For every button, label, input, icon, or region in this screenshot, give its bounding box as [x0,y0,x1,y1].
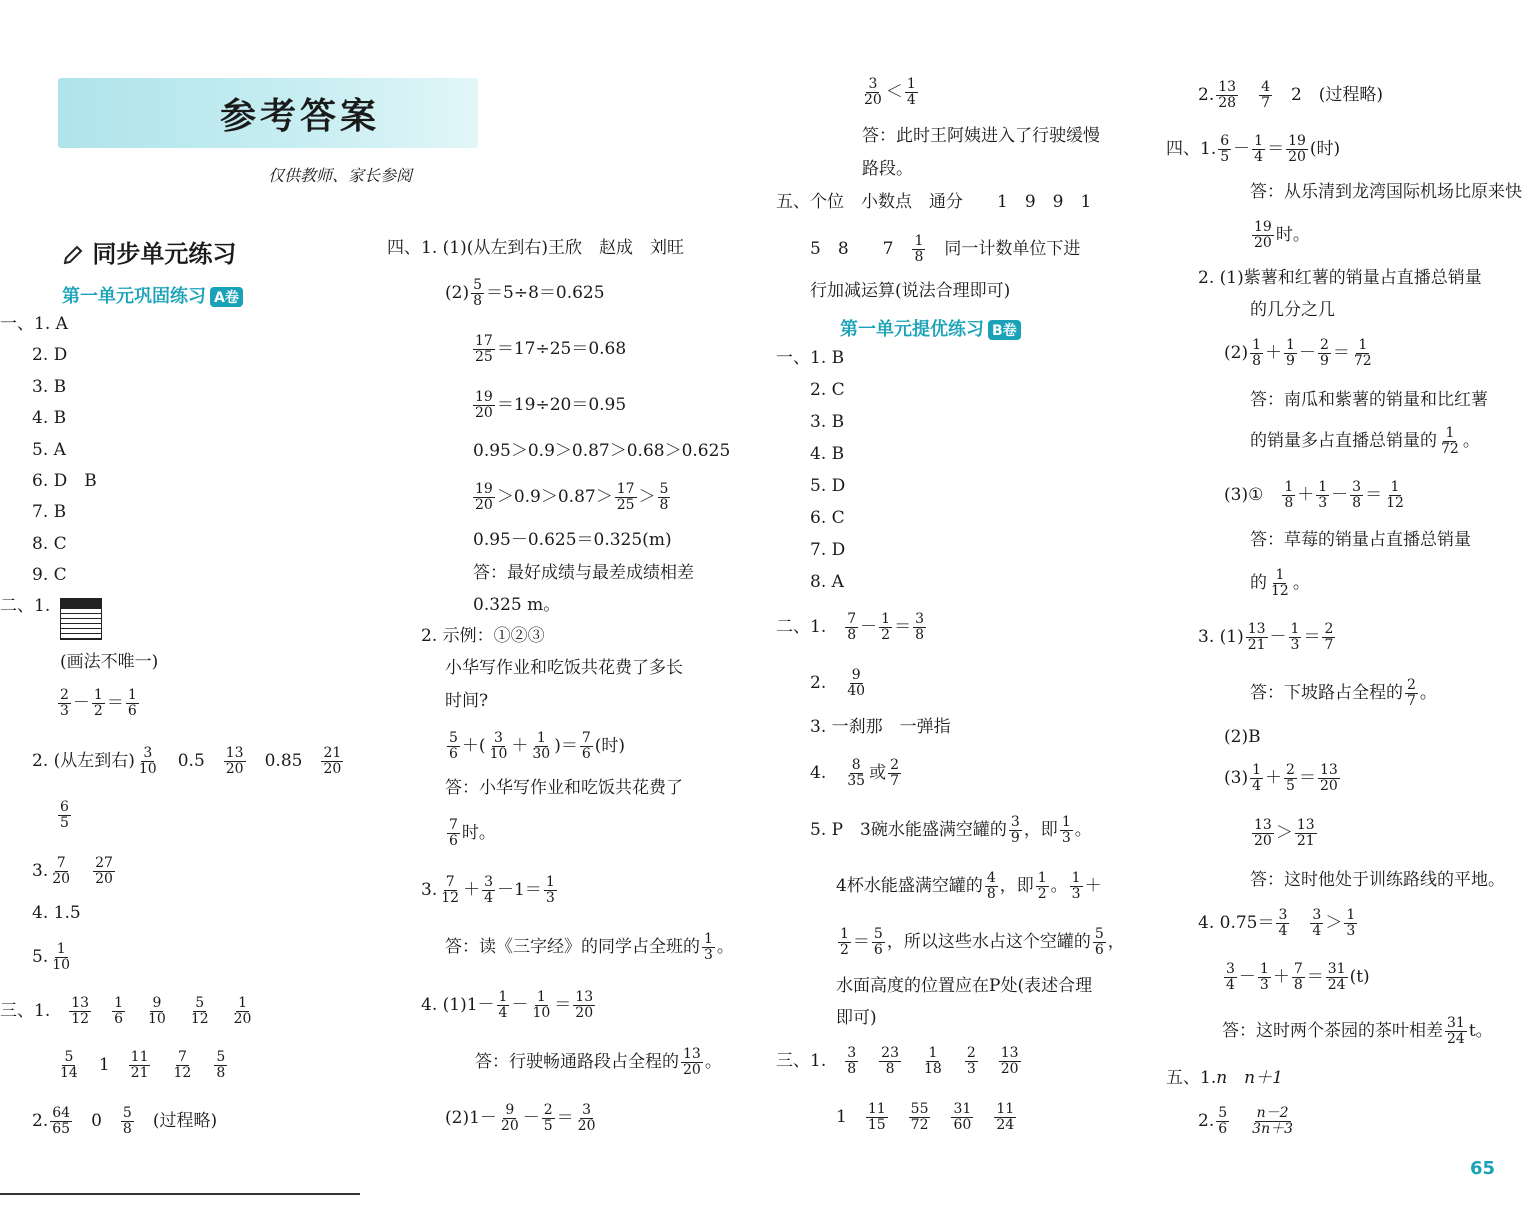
answer-line: 的几分之几 [1250,300,1335,320]
answer-line: 8. C [32,534,67,554]
answer-line: $\frac{19}{20}$ 时。 [1254,219,1310,251]
section-main-label: 同步单元练习 [92,240,237,268]
section-heading-main [62,234,236,269]
column-4 [1160,0,1536,1219]
answer-line: 答：从乐清到龙湾国际机场比原来快 [1250,182,1522,202]
column-2 [375,0,755,1219]
answer-line: 3. B [32,377,67,397]
page-title: 参考答案 [219,96,380,137]
answer-line: 6. C [810,508,845,528]
answer-line: $\frac{5}{14}$ 1 $\frac{11}{21}$ $\frac{7}{12}$ $\frac{5}{8}$ [60,1049,226,1081]
answer-line: (3)① $\frac{1}{8}$ ＋ $\frac{1}{3}$ － $\frac{3}{8}$ ＝ $\frac{1}{12}$ [1224,479,1404,511]
answer-line: 2. C [810,380,845,400]
answer-line: 行加减运算(说法合理即可) [810,281,1011,301]
answer-line: 3. B [810,412,845,432]
answer-line: 6. D B [32,471,97,491]
page-subtitle: 仅供教师、家长参阅 [267,166,412,185]
answer-line: (3) $\frac{1}{4}$ ＋ $\frac{2}{5}$ ＝ $\frac{13}{20}$ [1224,762,1338,794]
answer-line: 三、1. $\frac{13}{12}$ $\frac{1}{6}$ $\frac{9}{10}$ $\frac{5}{12}$ $\frac{1}{20}$ [0,995,252,1027]
answer-line: $\frac{1}{2}$ ＝ $\frac{5}{6}$ ，所以这些水占这个空罐的 $\frac{5}{6}$ ， [840,926,1125,958]
answer-line: 2. $\frac{64}{65}$ 0 $\frac{5}{8}$ (过程略) [32,1105,218,1137]
pen-icon [62,244,84,266]
answer-line: 答：下坡路占全程的 $\frac{2}{7}$ 。 [1250,677,1437,709]
answer-line: 5. A [32,440,66,460]
section-1a-label: 第一单元巩固练习 [62,286,206,307]
answer-line: 小华写作业和吃饭共花费了多长 [445,658,683,678]
answer-line: $\frac{13}{20}$ ＞ $\frac{13}{21}$ [1254,817,1315,849]
answer-line: 四、1. (1)(从左到右)王欣 赵成 刘旺 [387,238,684,258]
answer-line: 的销量多占直播总销量的 $\frac{1}{72}$ 。 [1250,425,1480,457]
answer-line: $\frac{5}{6}$ ＋( $\frac{3}{10}$ ＋ $\frac{1}{30}$ )＝ $\frac{7}{6}$ (时) [449,730,626,762]
answer-line: 即可) [836,1008,877,1028]
answer-line: 答：这时他处于训练路线的平地。 [1250,870,1505,890]
answer-line: 3. (1) $\frac{13}{21}$ － $\frac{1}{3}$ ＝ $\frac{2}{7}$ [1198,621,1334,653]
answer-line: $\frac{2}{3}$ － $\frac{1}{2}$ ＝ $\frac{1}{6}$ [60,687,137,719]
answer-line: 五、个位 小数点 通分 1 9 9 1 [776,192,1092,212]
answer-line: 5. $\frac{1}{10}$ [32,941,71,973]
answer-line: 三、1. $\frac{3}{8}$ $\frac{23}{8}$ $\frac{1}{18}$ $\frac{2}{3}$ $\frac{13}{20}$ [776,1045,1019,1077]
section-1b-label: 第一单元提优练习 [840,319,984,340]
answer-line: 水面高度的位置应在P处(表述合理 [836,976,1093,996]
answer-line: 0.325 m。 [473,595,561,615]
answer-line: 4杯水能盛满空罐的 $\frac{4}{8}$ ，即 $\frac{1}{2}$ 。 $\frac{1}{3}$ ＋ [836,870,1102,902]
answer-line: 2. $\frac{9}{40}$ [810,667,866,699]
answer-line: 二、1. $\frac{7}{8}$ － $\frac{1}{2}$ ＝ $\frac{3}{8}$ [776,611,924,643]
answer-line: 7. B [32,502,67,522]
answer-line: 2. 示例：①②③ [421,626,545,646]
answer-line: 答：草莓的销量占直播总销量 [1250,530,1471,550]
answer-line: 1 $\frac{11}{15}$ $\frac{55}{72}$ $\frac{31}{60}$ $\frac{11}{24}$ [836,1101,1015,1133]
shaded-bar-diagram [60,598,102,640]
answer-line: 2. $\frac{13}{28}$ $\frac{4}{7}$ 2 (过程略) [1198,79,1384,111]
answer-line: 0.95＞0.9＞0.87＞0.68＞0.625 [473,441,731,461]
answer-line: 2. (1)紫薯和红薯的销量占直播总销量 [1198,268,1482,288]
section-heading-1a [62,282,243,308]
answer-line: 2. (从左到右) $\frac{3}{10}$ 0.5 $\frac{13}{20}$ 0.85 $\frac{21}{20}$ [32,745,342,777]
answer-line: 五、1.n n＋1 [1166,1068,1283,1088]
answer-line: 5 8 7 $\frac{1}{8}$ 同一计数单位下进 [810,233,1081,265]
answer-line: 2. D [32,345,68,365]
answer-line: 0.95－0.625＝0.325(m) [473,530,672,550]
answer-line: 时间? [445,691,489,711]
answer-line: 2. $\frac{5}{6}$ $\frac{n-2}{3n+3}$ [1198,1105,1293,1137]
section-heading-1b [840,315,1021,341]
answer-line: $\frac{17}{25}$ ＝17÷25＝0.68 [475,333,627,365]
answer-line: 答：最好成绩与最差成绩相差 [473,563,694,583]
answer-line: 5. P 3碗水能盛满空罐的 $\frac{3}{9}$ ，即 $\frac{1}{3}$ 。 [810,814,1092,846]
answer-line: $\frac{19}{20}$ ＝19÷20＝0.95 [475,389,627,421]
column-1 [0,0,370,1219]
answer-line: 4. $\frac{8}{35}$ 或 $\frac{2}{7}$ [810,757,899,789]
answer-line: 4. 1.5 [32,903,81,923]
answer-line: (画法不唯一) [60,652,159,672]
answer-line: 4. B [810,444,845,464]
answer-line: 3. 一刹那 一弹指 [810,717,951,737]
page-number: 65 [1470,1158,1496,1179]
answer-line: 7. D [810,540,846,560]
column-3 [770,0,1145,1219]
answer-line: 一、1. B [776,348,845,368]
answer-line: $\frac{3}{20}$ ＜ $\frac{1}{4}$ [864,76,916,108]
answer-line: 路段。 [862,159,913,179]
answer-line: 答：行驶畅通路段占全程的 $\frac{13}{20}$ 。 [475,1046,722,1078]
answer-line: 答：读《三字经》的同学占全班的 $\frac{1}{3}$ 。 [445,931,734,963]
answer-line: 4. 0.75＝ $\frac{3}{4}$ $\frac{3}{4}$ ＞ $\frac{1}{3}$ [1198,907,1356,939]
answer-line: 的 $\frac{1}{12}$ 。 [1250,567,1310,599]
answer-line: $\frac{3}{4}$ － $\frac{1}{3}$ ＋ $\frac{7}{8}$ ＝ $\frac{31}{24}$ (t) [1226,961,1370,993]
answer-line: 4. B [32,408,67,428]
answer-line: $\frac{19}{20}$ ＞0.9＞0.87＞ $\frac{17}{25}$ ＞ $\frac{5}{8}$ [475,481,669,513]
answer-line: 3. $\frac{7}{12}$ ＋ $\frac{3}{4}$ －1＝ $\frac{1}{3}$ [421,874,555,906]
answer-line: $\frac{7}{6}$ 时。 [449,817,496,849]
answer-line: (2)B [1224,727,1261,747]
footer-rule [0,1193,360,1195]
answer-line: 答：这时两个茶园的茶叶相差 $\frac{31}{24}$ t。 [1222,1015,1493,1047]
answer-line: 4. (1)1－ $\frac{1}{4}$ － $\frac{1}{10}$ ＝ $\frac{13}{20}$ [421,989,594,1021]
answer-line: 答：小华写作业和吃饭共花费了 [445,778,683,798]
answer-line: 5. D [810,476,846,496]
answer-line: (2) $\frac{1}{8}$ ＋ $\frac{1}{9}$ － $\frac{2}{9}$ ＝ $\frac{1}{72}$ [1224,337,1372,369]
answer-line: 9. C [32,565,67,585]
answer-line: 8. A [810,572,844,592]
answer-line: 四、1. $\frac{6}{5}$ － $\frac{1}{4}$ ＝ $\frac{19}{20}$ (时) [1166,133,1341,165]
answer-line: 一、1. A [0,314,68,334]
answer-line: 二、1. [0,596,51,616]
answer-line: (2)1－ $\frac{9}{20}$ － $\frac{2}{5}$ ＝ $\frac{3}{20}$ [445,1102,596,1134]
answer-line: 答：此时王阿姨进入了行驶缓慢 [862,126,1100,146]
answer-line: 3. $\frac{7}{20}$ $\frac{27}{20}$ [32,855,113,887]
answer-line: (2) $\frac{5}{8}$ ＝5÷8＝0.625 [445,277,605,309]
badge-a: A卷 [210,287,243,307]
answer-line: $\frac{6}{5}$ [60,799,69,831]
answer-line: 答：南瓜和紫薯的销量和比红薯 [1250,390,1488,410]
badge-b: B卷 [988,320,1021,340]
